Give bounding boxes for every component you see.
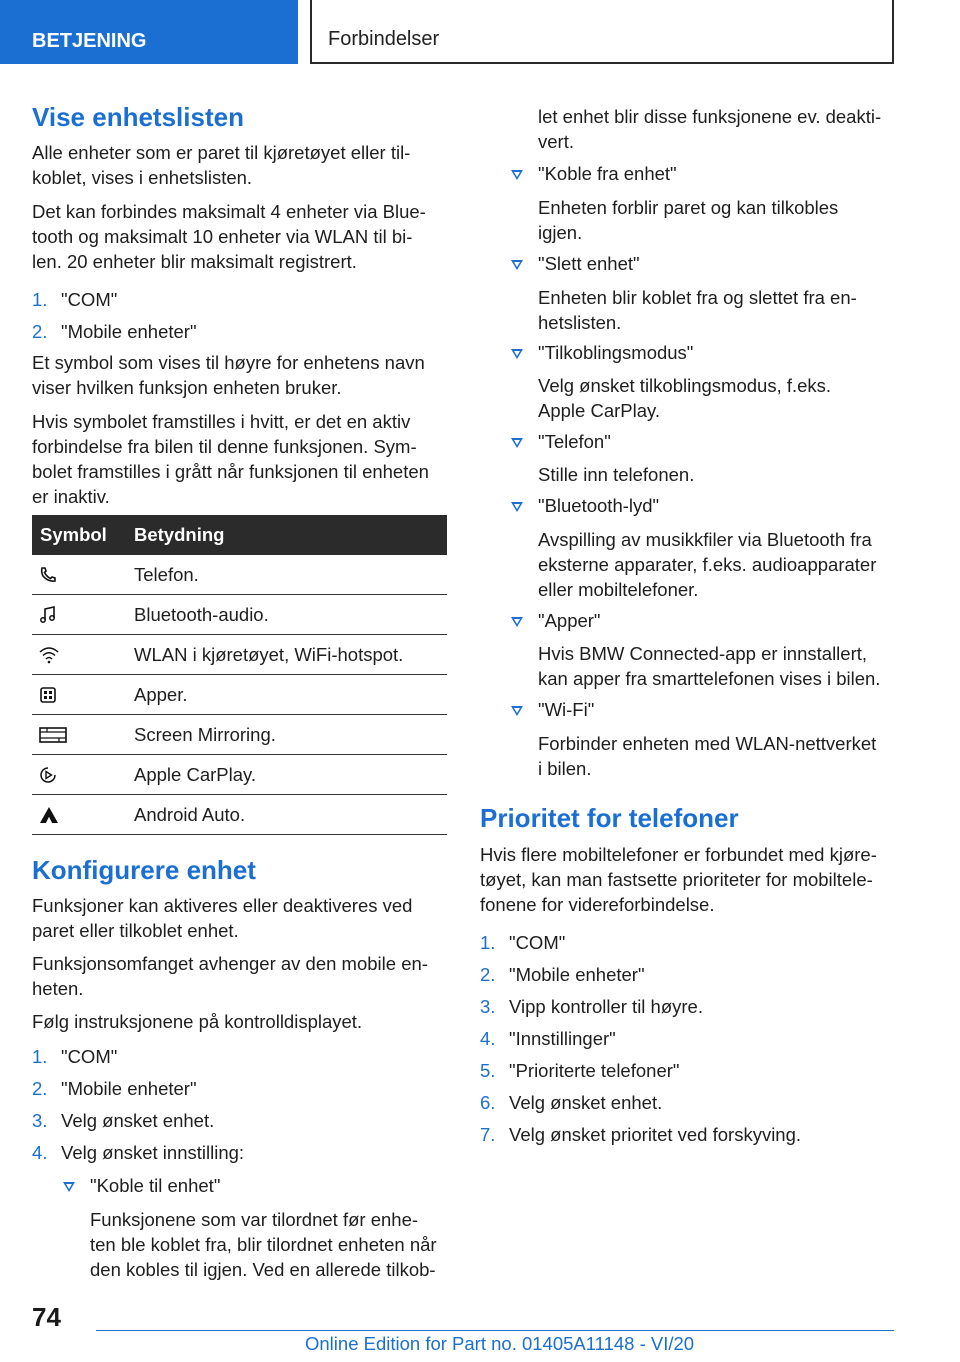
- bullet-triangle-icon: [511, 260, 523, 270]
- footer-divider: [96, 1330, 894, 1331]
- table-cell: Android Auto.: [134, 803, 246, 825]
- bullet-triangle-icon: [511, 170, 523, 180]
- table-header: [32, 515, 447, 555]
- step-text: Velg ønsket innstilling:: [61, 1142, 245, 1163]
- section-tab: BETJENING: [0, 0, 298, 64]
- heading-device-list: Vise enhetslisten: [32, 102, 244, 132]
- step-text: "Prioriterte telefoner": [509, 1060, 680, 1081]
- substep-description: Stille inn telefonen.: [538, 464, 695, 485]
- chapter-title: Forbindelser: [310, 0, 894, 64]
- step-number: 1.: [480, 932, 496, 953]
- step-number: 4.: [32, 1142, 48, 1163]
- table-row: [32, 555, 447, 595]
- table-cell: Apper.: [134, 683, 188, 705]
- symbol-table: [32, 515, 447, 835]
- step-number: 7.: [480, 1124, 496, 1145]
- step-text: "Innstillinger": [509, 1028, 616, 1049]
- table-row: [32, 675, 447, 715]
- bullet-triangle-icon: [63, 1182, 75, 1192]
- table-cell: Screen Mirroring.: [134, 723, 276, 745]
- step-text: "Mobile enheter": [509, 964, 645, 985]
- substep-description: Hvis BMW Connected-app er innstallert, kan apper fra smarttelefonen vises i bilen.: [538, 643, 881, 689]
- substep-title: "Wi-Fi": [538, 699, 595, 720]
- substep-title: "Telefon": [538, 431, 611, 452]
- paragraph: Hvis symbolet framstilles i hvitt, er det en aktiv forbindelse fra bilen til denne funksjonen. Sym- bolet framstilles i grått når funksjonen til enheten er inaktiv.: [32, 411, 429, 507]
- table-cell: WLAN i kjøretøyet, WiFi-hotspot.: [134, 643, 404, 665]
- table-row: [32, 755, 447, 795]
- paragraph: Et symbol som vises til høyre for enhetens navn viser hvilken funksjon enheten bruker.: [32, 352, 425, 398]
- substep-title: "Apper": [538, 610, 601, 631]
- table-cell: Bluetooth-audio.: [134, 603, 269, 625]
- substep-title: "Tilkoblingsmodus": [538, 342, 694, 363]
- music-note-icon: [32, 605, 134, 625]
- table-cell: Apple CarPlay.: [134, 763, 257, 785]
- step-number: 5.: [480, 1060, 496, 1081]
- column-header-meaning: Betydning: [134, 524, 225, 545]
- substep-description: let enhet blir disse funksjonene ev. deakti- vert.: [538, 106, 882, 152]
- table-cell: Telefon.: [134, 563, 199, 585]
- table-row: [32, 715, 447, 755]
- apps-icon: [32, 685, 134, 705]
- substep-description: Forbinder enheten med WLAN-nettverket i bilen.: [538, 733, 877, 779]
- step-text: Velg ønsket enhet.: [61, 1110, 215, 1131]
- substep-title: "Bluetooth-lyd": [538, 495, 660, 516]
- step-number: 6.: [480, 1092, 496, 1113]
- step-text: Velg ønsket prioritet ved forskyving.: [509, 1124, 802, 1145]
- step-text: "COM": [509, 932, 566, 953]
- heading-phone-priority: Prioritet for telefoner: [480, 803, 739, 833]
- bullet-triangle-icon: [511, 438, 523, 448]
- bullet-triangle-icon: [511, 617, 523, 627]
- substep-description: Enheten forblir paret og kan tilkobles igjen.: [538, 197, 839, 243]
- step-text: "COM": [61, 289, 118, 310]
- step-number: 1.: [32, 289, 48, 310]
- step-text: Vipp kontroller til høyre.: [509, 996, 703, 1017]
- paragraph: Det kan forbindes maksimalt 4 enheter via Blue- tooth og maksimalt 10 enheter via WLAN til bi- len. 20 enheter blir maksimalt registrert.: [32, 201, 426, 272]
- bullet-triangle-icon: [511, 502, 523, 512]
- bullet-triangle-icon: [511, 706, 523, 716]
- column-header-symbol: Symbol: [40, 524, 107, 545]
- screen-mirroring-icon: [32, 725, 134, 745]
- step-text: "Mobile enheter": [61, 321, 197, 342]
- carplay-icon: [32, 765, 134, 785]
- paragraph: Funksjoner kan aktiveres eller deaktiveres ved paret eller tilkoblet enhet.: [32, 895, 413, 941]
- step-text: "COM": [61, 1046, 118, 1067]
- step-number: 3.: [32, 1110, 48, 1131]
- wifi-icon: [32, 645, 134, 665]
- footer-edition: Online Edition for Part no. 01405A11148 - VI/20: [305, 1333, 695, 1354]
- step-text: Velg ønsket enhet.: [509, 1092, 663, 1113]
- substep-description: Velg ønsket tilkoblingsmodus, f.eks. Apple CarPlay.: [538, 375, 832, 421]
- substep-title: "Koble til enhet": [90, 1175, 221, 1196]
- substep-description: Funksjonene som var tilordnet før enhe- ten ble koblet fra, blir tilordnet enheten når den kobles til igjen. Ved en allerede tilkob-: [90, 1209, 437, 1280]
- step-number: 4.: [480, 1028, 496, 1049]
- paragraph: Alle enheter som er paret til kjøretøyet eller til- koblet, vises i enhetslisten.: [32, 142, 411, 188]
- table-row: [32, 795, 447, 835]
- table-row: [32, 595, 447, 635]
- step-number: 1.: [32, 1046, 48, 1067]
- substep-title: "Koble fra enhet": [538, 163, 677, 184]
- step-number: 2.: [480, 964, 496, 985]
- substep-description: Enheten blir koblet fra og slettet fra en- hetslisten.: [538, 287, 857, 333]
- substep-title: "Slett enhet": [538, 253, 640, 274]
- bullet-triangle-icon: [511, 349, 523, 359]
- step-number: 2.: [32, 321, 48, 342]
- step-number: 2.: [32, 1078, 48, 1099]
- paragraph: Følg instruksjonene på kontrolldisplayet.: [32, 1011, 363, 1032]
- substep-description: Avspilling av musikkfiler via Bluetooth fra eksterne apparater, f.eks. audioapparater eller mobiltelefoner.: [538, 529, 877, 600]
- table-row: [32, 635, 447, 675]
- step-number: 3.: [480, 996, 496, 1017]
- page-number: 74: [32, 1302, 61, 1332]
- android-auto-icon: [32, 805, 134, 825]
- phone-icon: [32, 565, 134, 585]
- paragraph: Funksjonsomfanget avhenger av den mobile en- heten.: [32, 953, 428, 999]
- heading-configure-device: Konfigurere enhet: [32, 855, 256, 885]
- step-text: "Mobile enheter": [61, 1078, 197, 1099]
- paragraph: Hvis flere mobiltelefoner er forbundet med kjøre- tøyet, kan man fastsette prioriteter for mobiltele- fonene for videreforbindelse.: [480, 844, 877, 915]
